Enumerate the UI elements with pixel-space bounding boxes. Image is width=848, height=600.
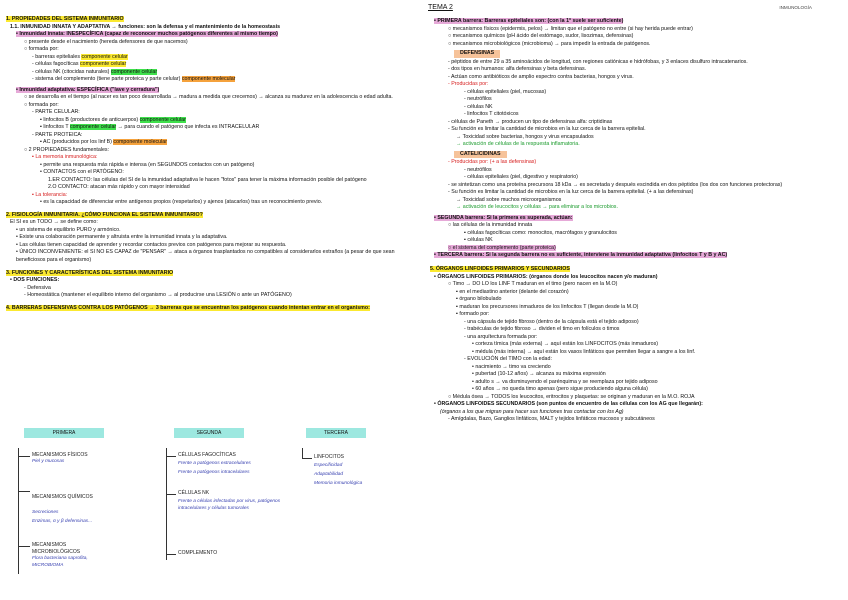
bullet: • corteza tímica (más externa) → aquí están los LINFOCITOS (más inmaduros): [472, 341, 659, 348]
section-heading: [430, 266, 844, 274]
bullet: • es la capacidad de diferenciar entre antígenos propios (respetarlos) y ajenos (atacarlos) tras un reconocimiento previo.: [40, 199, 323, 206]
bullet: • adulto s → va disminuyendo el parénquima y se reemplaza por tejido adiposo: [472, 378, 658, 385]
bullet: - Actúan como antibióticos de amplio espectro contra bacterias, hongos y virus.: [448, 73, 634, 80]
bullet: • CONTACTOS con el PATÓGENO:: [40, 169, 124, 176]
bullet: - dos tipos en humanos: alfa defensinas y beta defensinas.: [448, 66, 587, 73]
bullet: • ÓRGANOS LINFOIDES PRIMARIOS: (órganos donde los leucocitos nacen y/o maduran): [434, 273, 658, 280]
bullet: [6, 69, 420, 77]
item-subtitle: Secreciones Enzimas, α y β defensinas...: [32, 510, 93, 525]
bullet: - neutrófilos: [464, 166, 492, 173]
item-title: MECANISMOS QUÍMICOS: [32, 494, 93, 501]
arrow: [166, 494, 176, 495]
bullet-text: ▪ linfocitos B (productores de anticuerpos): [40, 116, 140, 123]
bullet-text: • Inmunidad adaptativa: ESPECÍFICA ("lave y cerradura"): [16, 86, 160, 93]
subject-label: INMUNOLOGÍA: [779, 5, 812, 10]
bullet: → activación de células de la respuesta inflamatoria.: [456, 141, 580, 148]
bullet: - una arquítectura formada por:: [464, 333, 538, 340]
bullet: ▪ células fagocíticas como: monocitos, macrófagos y granulocitos: [464, 229, 617, 236]
bullet: ○ 2 PROPIEDADES fundamentales:: [24, 146, 110, 153]
bullet: - Amígdalas, Bazo, Ganglios linfáticos, MALT y tejidos linfáticos mucosos y subcutáneos: [448, 416, 655, 423]
section-title: 2. FISIOLOGÍA INMUNITARIA. ¿CÓMO FUNCIONA EL SISTEMA INMUNITARIO?: [6, 211, 203, 218]
bullet: ○ Timo → DO LO los LINF T maduran en el timo (pero nacen en la M.O): [448, 281, 618, 288]
page-right: [424, 0, 848, 600]
tag: componente molecular: [181, 76, 236, 83]
bullet: - células epiteliales (piel, digestivo y respiratorio): [464, 174, 578, 181]
bullet: ○ mecanismos químicos (pH ácido del estómago, sudor, lisozimas, defensinas): [448, 33, 634, 40]
bullet: • DOS FUNCIONES:: [10, 277, 60, 284]
bullet-text: - células NK (citocidas naturales): [32, 68, 111, 75]
bullet-text: - sistema del complemento (tiene parte proteica y parte celular): [32, 76, 182, 83]
bullet: [6, 117, 420, 125]
bullet: - células de Paneth → producen un tipo de defensinas alfa: criptidinas: [448, 118, 613, 125]
bullet: ▪ maduran los precursores inmaduros de los linfocitos T (llegan desde la M.O): [456, 303, 639, 310]
bullet: [430, 245, 844, 253]
bullet: [6, 61, 420, 69]
bullet: • ÓRGANOS LINFOIDES SECUNDARIOS (son puntos de encuentro de las células con los AG que llegarán):: [434, 401, 703, 408]
bullet: • un sistema de equilibrio PURO y armónico.: [16, 226, 121, 233]
bullet: ○ Médula ósea → TODOS los leucocitos, eritrocitos y plaquetas: se originan y maduran en la M.O. ROJA: [448, 393, 695, 400]
diagram-item: [32, 487, 162, 534]
bullet: ○ las células de la inmunidad innata: [448, 222, 533, 229]
bullet: → Toxicidad sobre bacterias, hongos y virus encapsulados: [456, 133, 594, 140]
bullet: ○ se desarrolla en el tiempo (al nacer es tan poco desarrollada → madura a medida que crecemos) → alcanza su madurez en la adolescencia o edad adulta.: [24, 94, 393, 101]
bullet-text: ▪ AC (producidos por los linf B): [40, 139, 114, 146]
bullet: • ÚNICO INCONVENIENTE: el SI NO ES CAPAZ de "PENSAR" → ataca a órganos trasplantados no compatibles al considerarlos extraños (a pesar de que sean beneficiosos para el organismo): [16, 249, 395, 263]
bullet: ▪ en el mediastino anterior (delante del corazón): [456, 288, 569, 295]
bullet: ▪ órgano bilobulado: [456, 296, 502, 303]
item-title: COMPLEMENTO: [178, 550, 218, 556]
bullet: ○ formada por:: [24, 46, 59, 53]
bullet: [430, 215, 844, 223]
bullet: - EVOLUCIÓN del TIMO con la edad:: [464, 356, 552, 363]
bullet: - PARTE CELULAR:: [32, 109, 80, 116]
bullet: [430, 252, 844, 260]
subsection-label: DEFENSINAS: [454, 50, 500, 58]
section-title: 3. FUNCIONES Y CARACTERÍSTICAS DEL SISTEMA INMUNITARIO: [6, 269, 174, 276]
page-header: [424, 3, 848, 17]
bullet: - Homeostática (mantener el equilibrio interno del organismo → al producirse una LESIÓN o ante un PATÓGENO): [24, 292, 292, 299]
bullet-text: • PRIMERA barrera: Barreras epiteliales son: (con la 1ª suele ser suficiente): [434, 18, 624, 24]
tag: componente celular: [81, 53, 128, 60]
bullet-text: ▪ linfocitos T: [40, 124, 70, 131]
tag: componente celular: [110, 68, 158, 75]
diagram-item: [178, 452, 298, 477]
diagram-item: [32, 542, 112, 570]
diagram-header: TERCERA: [306, 428, 366, 438]
arrow: [18, 546, 30, 547]
bullet: ▪ formado por:: [456, 311, 490, 318]
bullet: [6, 76, 420, 84]
section-heading: [6, 305, 420, 313]
bullet: - se sintetizan como una proteína precursora 18 kDa → es secretada y después escindida en dos péptidos (los dos con funciones protectoras): [448, 181, 783, 188]
arrow: [18, 456, 30, 457]
bullet: El SI es un TODO → se define como:: [10, 219, 98, 226]
bullet: - trabéculas de tejido fibroso → dividen el timo en folículos o timos: [464, 326, 620, 333]
bullet: - células NK: [464, 103, 493, 110]
bullet: • médula (más interna) → aquí están los vasos linfáticos que permiten llegar a sangre a los linf.: [472, 348, 696, 355]
bullet: • permite una respuesta más rápida e intensa (en SEGUNDOS contactos con un patógeno): [40, 161, 255, 168]
item-subtitle: Piel y mucosas: [32, 459, 65, 465]
bullet: - células epiteliales (piel, mucosas): [464, 88, 547, 95]
section-title: 5. ÓRGANOS LINFOIDES PRIMARIOS Y SECUNDARIOS: [430, 265, 570, 272]
bullet: - Su función es limitar la cantidad de microbios en la luz cerca de la barrera epitelial.: [448, 126, 646, 133]
bullet-text: ○ el sistema del complemento (parte proteica): [448, 244, 556, 251]
bullet: [6, 139, 420, 147]
connector: [166, 448, 167, 560]
bullet: - PARTE PROTEICA:: [32, 131, 83, 138]
bullet: 2.O CONTACTO: atacan más rápido y con mayor intensidad: [48, 184, 190, 191]
bullet: • Las células tienen capacidad de aprender y recordar contactos previos con patógenos para mejorar su respuesta.: [16, 241, 287, 248]
arrow: [302, 458, 312, 459]
bullet: ▪ células NK: [464, 237, 493, 244]
bullet: → activación de leucocitos y células → para eliminar a los microbios.: [456, 204, 618, 211]
bullet-text: • Inmunidad innata: INESPECÍFICA (capaz de reconocer muchos patógenos diferentes al mismo tiempo): [16, 31, 278, 38]
bullet-text: - barreras epiteliales: [32, 53, 82, 60]
bullet: ▪ La tolerancia:: [32, 191, 68, 198]
bullet: - Defensiva: [24, 284, 51, 291]
section-title: 1. PROPIEDADES DEL SISTEMA INMUNITARIO: [6, 16, 124, 22]
diagram-item: [314, 454, 414, 488]
right-column: [430, 18, 844, 424]
bullet: - Producidas por:: [448, 81, 489, 88]
bullet: - péptidos de entre 29 a 35 aminoácidos de longitud, con regiones catiónicas e hidrófobas, y 3 enlaces disulfuro intracatenarios.: [448, 58, 748, 65]
item-subtitle: Frente a células infectadas por virus, patógenos intracelulares y células tumorales: [178, 499, 281, 511]
bullet: 1.ER CONTACTO: las células del SI de la inmunidad adaptativa le hacen "fotos" para tener la máxima información posible del patógeno: [48, 176, 367, 183]
bullet: [6, 87, 420, 95]
page-title: TEMA 2: [428, 4, 453, 11]
diagram-item: [32, 452, 162, 466]
bullet: • nacimiento → timo va creciendo: [472, 363, 551, 370]
bullet-text: → para cuando el patógeno que infecta es INTRACELULAR: [116, 124, 260, 131]
tag: componente molecular: [113, 139, 168, 146]
diagram-header: PRIMERA: [24, 428, 104, 438]
bullet: - una cápsula de tejido fibroso (dentro de la cápsula está el tejido adiposo): [464, 318, 639, 325]
item-subtitle: Especificidad Adaptabilidad Memoria inmunológica: [314, 463, 363, 487]
item-title: CÉLULAS NK: [178, 490, 210, 496]
bullet: ○ presente desde el nacimiento (hereda defensores de que nacemos): [24, 38, 188, 45]
left-column: [6, 16, 420, 312]
arrow: [166, 456, 176, 457]
subsection-label: CATELICIDINAS: [454, 151, 507, 159]
barriers-diagram: [6, 428, 416, 598]
bullet: [6, 124, 420, 132]
bullet: ○ formada por:: [24, 101, 59, 108]
subheading: 1.1. INMUNIDAD INNATA Y ADAPTATIVA → funciones: son la defensa y el mantenimiento de la homeostasis: [10, 23, 281, 30]
item-title: CÉLULAS FAGOCÍTICAS: [178, 452, 236, 458]
bullet: - Su función es limitar la cantidad de microbios en la luz cerca de la barrera epitelial. (+ a las defensinas): [448, 189, 694, 196]
bullet-text: • TERCERA barrera: Si la segunda barrera no es suficiente, interviene la inmunidad adaptativa (linfocitos T y B y AC): [434, 252, 728, 259]
bullet: • pubertad (10-12 años) → alcanza su máxima expresión: [472, 371, 606, 378]
section-heading: [6, 212, 420, 220]
tag: componente celular: [80, 61, 127, 68]
bullet: → Toxicidad sobre muchos microorganismos: [456, 196, 562, 203]
connector: [302, 448, 303, 458]
bullet: (órganos a los que migran para hacer sus funciones tras contactar con los Ag): [440, 408, 624, 415]
item-subtitle: Frente a patógenos extracelulares Frente a patógenos intracelulares: [178, 461, 251, 476]
bullet: • Existe una colaboración permanente y altruista entre la inmunidad innata y la adaptativa.: [16, 234, 228, 241]
tag: componente celular: [139, 116, 186, 123]
bullet: [430, 18, 844, 26]
item-title: LINFOCITOS: [314, 454, 344, 460]
bullet: [6, 54, 420, 62]
bullet: [6, 31, 420, 39]
arrow: [166, 554, 176, 555]
bullet-text: • SEGUNDA barrera: Si la primera es superada, actúan:: [434, 214, 573, 221]
bullet-text: - células fagocíticas: [32, 61, 80, 68]
section-heading: [6, 270, 420, 278]
bullet: - neutrófilos: [464, 96, 492, 103]
bullet: - Producidas por: (+ a las defensinas): [448, 159, 537, 166]
bullet: - linfocitos T citotóxicos: [464, 111, 519, 118]
bullet: • 60 años → no queda timo apenas (pero sigue produciendo alguna célula): [472, 386, 648, 393]
bullet: ○ mecanismos microbiológicos (microbioma) → para impedir la entrada de patógenos.: [448, 40, 651, 47]
connector: [18, 448, 19, 574]
section-heading: [6, 16, 420, 24]
arrow: [18, 491, 30, 492]
item-subtitle: Flora bacteriana saprofita, MICROBIOMA: [32, 556, 88, 568]
diagram-item: [178, 490, 288, 513]
bullet: ○ mecanismos físicos (epidermis, pelos) → limitan que el patógeno no entre (si hay herida puede entrar): [448, 25, 693, 32]
bullet: ▪ La memoria inmunológica:: [32, 154, 98, 161]
item-title: MECANISMOS MICROBIOLÓGICOS: [32, 542, 81, 556]
item-title: MECANISMOS FÍSICOS: [32, 452, 88, 458]
diagram-header: SEGUNDA: [174, 428, 244, 438]
tag: componente celular: [69, 124, 117, 131]
section-title: 4. BARRERAS DEFENSIVAS CONTRA LOS PATÓGENOS → 3 barreras que se encuentran los patógenos cuando intentan entrar en el organismo:: [6, 304, 370, 311]
diagram-item: [178, 550, 288, 557]
